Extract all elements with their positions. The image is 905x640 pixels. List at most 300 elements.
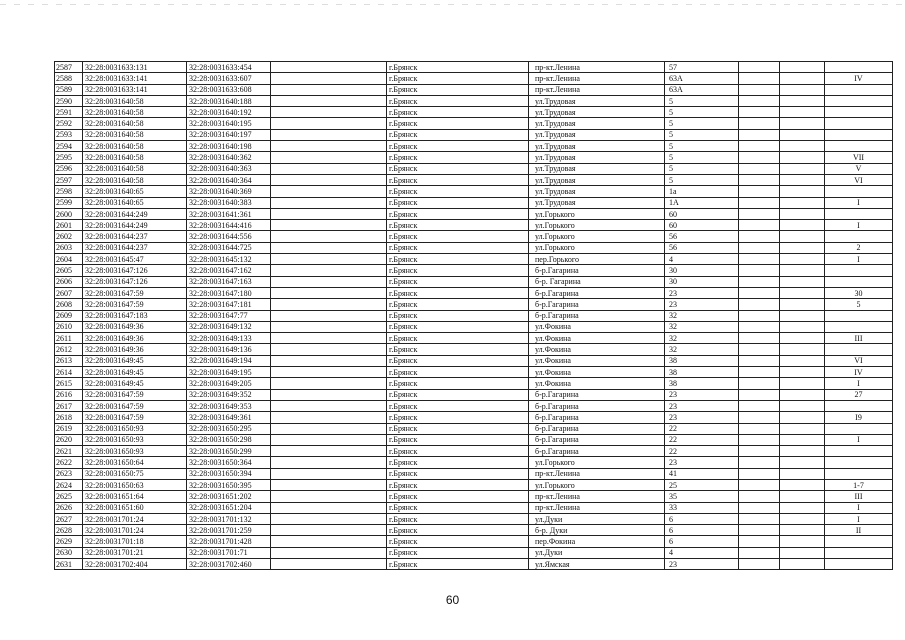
premises-number-cell	[825, 95, 893, 106]
city-cell: г.Брянск	[387, 547, 529, 558]
cadastral-block-cell: 32:28:0031651:64	[83, 491, 187, 502]
empty-cell	[780, 536, 825, 547]
premises-number-cell: I	[825, 502, 893, 513]
cadastral-number-cell: 32:28:0031644:556	[187, 231, 271, 242]
house-number-cell: 5	[665, 107, 739, 118]
empty-cell	[780, 287, 825, 298]
cadastral-block-cell: 32:28:0031647:59	[83, 287, 187, 298]
cadastral-block-cell: 32:28:0031640:58	[83, 163, 187, 174]
premises-number-cell	[825, 321, 893, 332]
empty-cell	[739, 118, 780, 129]
table-row	[55, 412, 893, 423]
cadastral-number-cell: 32:28:0031650:394	[187, 468, 271, 479]
premises-number-cell	[825, 468, 893, 479]
empty-cell	[739, 491, 780, 502]
empty-cell	[780, 412, 825, 423]
house-number-cell: 6	[665, 513, 739, 524]
empty-cell	[780, 400, 825, 411]
premises-number-cell	[825, 457, 893, 468]
cadastral-number-cell: 32:28:0031633:454	[187, 62, 271, 73]
cadastral-number-cell: 32:28:0031649:352	[187, 389, 271, 400]
table-row	[55, 174, 893, 185]
empty-cell	[780, 129, 825, 140]
empty-cell	[271, 536, 387, 547]
table-row	[55, 513, 893, 524]
empty-cell	[739, 355, 780, 366]
street-cell: ул.Фокина	[529, 333, 665, 344]
street-cell: ул.Дуки	[529, 513, 665, 524]
house-number-cell: 60	[665, 208, 739, 219]
row-number-cell: 2598	[55, 186, 83, 197]
empty-cell	[271, 118, 387, 129]
house-number-cell: 5	[665, 152, 739, 163]
premises-number-cell	[825, 208, 893, 219]
street-cell: ул.Трудовая	[529, 163, 665, 174]
city-cell: г.Брянск	[387, 333, 529, 344]
table-row	[55, 84, 893, 95]
cadastral-block-cell: 32:28:0031702:404	[83, 559, 187, 570]
city-cell: г.Брянск	[387, 208, 529, 219]
cadastral-number-cell: 32:28:0031651:204	[187, 502, 271, 513]
empty-cell	[780, 107, 825, 118]
city-cell: г.Брянск	[387, 344, 529, 355]
city-cell: г.Брянск	[387, 423, 529, 434]
empty-cell	[739, 513, 780, 524]
premises-number-cell: III	[825, 491, 893, 502]
premises-number-cell: I	[825, 197, 893, 208]
house-number-cell: 5	[665, 141, 739, 152]
row-number-cell: 2603	[55, 242, 83, 253]
empty-cell	[271, 265, 387, 276]
street-cell: ул.Дуки	[529, 547, 665, 558]
row-number-cell: 2587	[55, 62, 83, 73]
empty-cell	[780, 321, 825, 332]
empty-cell	[739, 276, 780, 287]
cadastral-block-cell: 32:28:0031640:58	[83, 174, 187, 185]
table-row	[55, 197, 893, 208]
row-number-cell: 2589	[55, 84, 83, 95]
street-cell: ул.Ямская	[529, 559, 665, 570]
street-cell: ул.Трудовая	[529, 95, 665, 106]
empty-cell	[271, 73, 387, 84]
empty-cell	[739, 344, 780, 355]
city-cell: г.Брянск	[387, 174, 529, 185]
street-cell: ул.Горького	[529, 457, 665, 468]
row-number-cell: 2610	[55, 321, 83, 332]
street-cell: пер.Фокина	[529, 536, 665, 547]
table-row	[55, 525, 893, 536]
city-cell: г.Брянск	[387, 457, 529, 468]
row-number-cell: 2627	[55, 513, 83, 524]
table-row	[55, 457, 893, 468]
house-number-cell: 6	[665, 536, 739, 547]
premises-number-cell: 1-7	[825, 479, 893, 490]
city-cell: г.Брянск	[387, 276, 529, 287]
empty-cell	[271, 333, 387, 344]
empty-cell	[271, 502, 387, 513]
empty-cell	[780, 423, 825, 434]
table-row	[55, 95, 893, 106]
house-number-cell: 57	[665, 62, 739, 73]
table-row	[55, 547, 893, 558]
cadastral-number-cell: 32:28:0031649:205	[187, 378, 271, 389]
empty-cell	[780, 344, 825, 355]
row-number-cell: 2619	[55, 423, 83, 434]
table-row	[55, 129, 893, 140]
empty-cell	[739, 525, 780, 536]
empty-cell	[271, 242, 387, 253]
empty-cell	[739, 197, 780, 208]
city-cell: г.Брянск	[387, 299, 529, 310]
cadastral-block-cell: 32:28:0031633:141	[83, 84, 187, 95]
empty-cell	[271, 389, 387, 400]
city-cell: г.Брянск	[387, 400, 529, 411]
house-number-cell: 32	[665, 344, 739, 355]
street-cell: ул.Трудовая	[529, 141, 665, 152]
row-number-cell: 2618	[55, 412, 83, 423]
row-number-cell: 2609	[55, 310, 83, 321]
house-number-cell: 56	[665, 231, 739, 242]
empty-cell	[739, 547, 780, 558]
cadastral-block-cell: 32:28:0031650:63	[83, 479, 187, 490]
city-cell: г.Брянск	[387, 287, 529, 298]
empty-cell	[271, 344, 387, 355]
table-row	[55, 344, 893, 355]
house-number-cell: 60	[665, 220, 739, 231]
empty-cell	[271, 525, 387, 536]
empty-cell	[271, 84, 387, 95]
cadastral-number-cell: 32:28:0031640:192	[187, 107, 271, 118]
table-row	[55, 208, 893, 219]
premises-number-cell	[825, 118, 893, 129]
empty-cell	[271, 174, 387, 185]
premises-number-cell: 30	[825, 287, 893, 298]
cadastral-number-cell: 32:28:0031640:362	[187, 152, 271, 163]
city-cell: г.Брянск	[387, 62, 529, 73]
premises-number-cell	[825, 310, 893, 321]
street-cell: пр-кт.Ленина	[529, 491, 665, 502]
city-cell: г.Брянск	[387, 118, 529, 129]
premises-number-cell	[825, 231, 893, 242]
table-row	[55, 287, 893, 298]
house-number-cell: 38	[665, 355, 739, 366]
row-number-cell: 2595	[55, 152, 83, 163]
cadastral-block-cell: 32:28:0031640:58	[83, 152, 187, 163]
empty-cell	[271, 231, 387, 242]
row-number-cell: 2624	[55, 479, 83, 490]
empty-cell	[780, 62, 825, 73]
street-cell: пр-кт.Ленина	[529, 502, 665, 513]
street-cell: б-р.Гагарина	[529, 423, 665, 434]
empty-cell	[271, 513, 387, 524]
row-number-cell: 2597	[55, 174, 83, 185]
row-number-cell: 2614	[55, 367, 83, 378]
premises-number-cell: I	[825, 434, 893, 445]
table-row	[55, 333, 893, 344]
cadastral-block-cell: 32:28:0031650:93	[83, 434, 187, 445]
street-cell: ул.Горького	[529, 231, 665, 242]
street-cell: пр-кт.Ленина	[529, 84, 665, 95]
table-row	[55, 310, 893, 321]
house-number-cell: 25	[665, 479, 739, 490]
premises-number-cell: 27	[825, 389, 893, 400]
table-row	[55, 254, 893, 265]
table-row	[55, 400, 893, 411]
premises-number-cell	[825, 265, 893, 276]
cadastral-number-cell: 32:28:0031649:194	[187, 355, 271, 366]
house-number-cell: 5	[665, 118, 739, 129]
empty-cell	[780, 378, 825, 389]
empty-cell	[739, 163, 780, 174]
empty-cell	[780, 152, 825, 163]
house-number-cell: 23	[665, 389, 739, 400]
row-number-cell: 2606	[55, 276, 83, 287]
row-number-cell: 2612	[55, 344, 83, 355]
house-number-cell: 22	[665, 446, 739, 457]
row-number-cell: 2625	[55, 491, 83, 502]
empty-cell	[271, 457, 387, 468]
street-cell: ул.Трудовая	[529, 197, 665, 208]
street-cell: ул.Горького	[529, 242, 665, 253]
cadastral-block-cell: 32:28:0031649:36	[83, 344, 187, 355]
table-row	[55, 231, 893, 242]
empty-cell	[271, 547, 387, 558]
empty-cell	[271, 479, 387, 490]
house-number-cell: 23	[665, 400, 739, 411]
cadastral-block-cell: 32:28:0031640:58	[83, 141, 187, 152]
cadastral-block-cell: 32:28:0031647:126	[83, 276, 187, 287]
empty-cell	[780, 367, 825, 378]
empty-cell	[739, 242, 780, 253]
premises-number-cell: VI	[825, 355, 893, 366]
empty-cell	[271, 287, 387, 298]
premises-number-cell	[825, 129, 893, 140]
street-cell: б-р. Гагарина	[529, 276, 665, 287]
house-number-cell: 5	[665, 174, 739, 185]
empty-cell	[780, 446, 825, 457]
cadastral-number-cell: 32:28:0031640:383	[187, 197, 271, 208]
cadastral-number-cell: 32:28:0031702:460	[187, 559, 271, 570]
row-number-cell: 2617	[55, 400, 83, 411]
house-number-cell: 63А	[665, 84, 739, 95]
empty-cell	[271, 186, 387, 197]
empty-cell	[271, 468, 387, 479]
row-number-cell: 2605	[55, 265, 83, 276]
empty-cell	[271, 355, 387, 366]
premises-number-cell: I9	[825, 412, 893, 423]
street-cell: б-р.Гагарина	[529, 287, 665, 298]
cadastral-number-cell: 32:28:0031645:132	[187, 254, 271, 265]
street-cell: ул.Фокина	[529, 355, 665, 366]
table-row	[55, 446, 893, 457]
premises-number-cell: I	[825, 220, 893, 231]
row-number-cell: 2629	[55, 536, 83, 547]
house-number-cell: 56	[665, 242, 739, 253]
premises-number-cell	[825, 62, 893, 73]
house-number-cell: 63А	[665, 73, 739, 84]
empty-cell	[780, 547, 825, 558]
empty-cell	[271, 129, 387, 140]
table-row	[55, 152, 893, 163]
table-row	[55, 559, 893, 570]
empty-cell	[780, 73, 825, 84]
empty-cell	[780, 186, 825, 197]
cadastral-block-cell: 32:28:0031645:47	[83, 254, 187, 265]
cadastral-number-cell: 32:28:0031701:132	[187, 513, 271, 524]
house-number-cell: 1А	[665, 197, 739, 208]
cadastral-block-cell: 32:28:0031649:36	[83, 321, 187, 332]
house-number-cell: 33	[665, 502, 739, 513]
street-cell: ул.Фокина	[529, 378, 665, 389]
empty-cell	[739, 446, 780, 457]
empty-cell	[271, 276, 387, 287]
table-row	[55, 118, 893, 129]
city-cell: г.Брянск	[387, 152, 529, 163]
empty-cell	[271, 400, 387, 411]
row-number-cell: 2631	[55, 559, 83, 570]
street-cell: ул.Трудовая	[529, 174, 665, 185]
empty-cell	[739, 84, 780, 95]
empty-cell	[271, 141, 387, 152]
cadastral-number-cell: 32:28:0031701:71	[187, 547, 271, 558]
city-cell: г.Брянск	[387, 265, 529, 276]
empty-cell	[780, 276, 825, 287]
row-number-cell: 2588	[55, 73, 83, 84]
table-row	[55, 423, 893, 434]
row-number-cell: 2592	[55, 118, 83, 129]
cadastral-block-cell: 32:28:0031650:93	[83, 423, 187, 434]
street-cell: б-р.Гагарина	[529, 412, 665, 423]
row-number-cell: 2601	[55, 220, 83, 231]
cadastral-number-cell: 32:28:0031640:363	[187, 163, 271, 174]
street-cell: ул.Трудовая	[529, 186, 665, 197]
table-row	[55, 434, 893, 445]
city-cell: г.Брянск	[387, 434, 529, 445]
empty-cell	[780, 220, 825, 231]
premises-number-cell	[825, 186, 893, 197]
street-cell: пр-кт.Ленина	[529, 73, 665, 84]
empty-cell	[780, 174, 825, 185]
row-number-cell: 2599	[55, 197, 83, 208]
table-row	[55, 502, 893, 513]
street-cell: ул.Фокина	[529, 321, 665, 332]
cadastral-block-cell: 32:28:0031650:75	[83, 468, 187, 479]
cadastral-block-cell: 32:28:0031644:249	[83, 208, 187, 219]
empty-cell	[739, 310, 780, 321]
row-number-cell: 2596	[55, 163, 83, 174]
empty-cell	[271, 412, 387, 423]
table-row	[55, 491, 893, 502]
premises-number-cell: I	[825, 254, 893, 265]
city-cell: г.Брянск	[387, 310, 529, 321]
cadastral-number-cell: 32:28:0031649:133	[187, 333, 271, 344]
cadastral-block-cell: 32:28:0031651:60	[83, 502, 187, 513]
house-number-cell: 6	[665, 525, 739, 536]
empty-cell	[271, 220, 387, 231]
street-cell: пр-кт.Ленина	[529, 62, 665, 73]
cadastral-block-cell: 32:28:0031647:59	[83, 412, 187, 423]
table-row	[55, 141, 893, 152]
cadastral-block-cell: 32:28:0031633:131	[83, 62, 187, 73]
premises-number-cell: IV	[825, 367, 893, 378]
city-cell: г.Брянск	[387, 107, 529, 118]
table-row	[55, 220, 893, 231]
empty-cell	[739, 367, 780, 378]
empty-cell	[739, 265, 780, 276]
empty-cell	[271, 446, 387, 457]
cadastral-number-cell: 32:28:0031650:364	[187, 457, 271, 468]
cadastral-block-cell: 32:28:0031640:65	[83, 186, 187, 197]
cadastral-block-cell: 32:28:0031647:59	[83, 389, 187, 400]
empty-cell	[271, 152, 387, 163]
house-number-cell: 38	[665, 378, 739, 389]
house-number-cell: 22	[665, 434, 739, 445]
street-cell: б-р.Гагарина	[529, 434, 665, 445]
row-number-cell: 2613	[55, 355, 83, 366]
premises-number-cell: VII	[825, 152, 893, 163]
empty-cell	[271, 423, 387, 434]
table-row	[55, 299, 893, 310]
empty-cell	[271, 208, 387, 219]
cadastral-number-cell: 32:28:0031647:180	[187, 287, 271, 298]
house-number-cell: 22	[665, 423, 739, 434]
city-cell: г.Брянск	[387, 129, 529, 140]
cadastral-block-cell: 32:28:0031644:249	[83, 220, 187, 231]
table-row	[55, 367, 893, 378]
city-cell: г.Брянск	[387, 254, 529, 265]
cadastral-number-cell: 32:28:0031640:369	[187, 186, 271, 197]
row-number-cell: 2607	[55, 287, 83, 298]
house-number-cell: 41	[665, 468, 739, 479]
city-cell: г.Брянск	[387, 84, 529, 95]
empty-cell	[271, 254, 387, 265]
city-cell: г.Брянск	[387, 95, 529, 106]
street-cell: ул.Фокина	[529, 367, 665, 378]
premises-number-cell: III	[825, 333, 893, 344]
house-number-cell: 23	[665, 559, 739, 570]
empty-cell	[780, 333, 825, 344]
row-number-cell: 2600	[55, 208, 83, 219]
empty-cell	[780, 310, 825, 321]
empty-cell	[739, 231, 780, 242]
cadastral-block-cell: 32:28:0031640:58	[83, 95, 187, 106]
cadastral-number-cell: 32:28:0031647:181	[187, 299, 271, 310]
cadastral-block-cell: 32:28:0031650:64	[83, 457, 187, 468]
empty-cell	[739, 559, 780, 570]
premises-number-cell	[825, 107, 893, 118]
house-number-cell: 5	[665, 129, 739, 140]
page-number: 60	[445, 593, 460, 607]
table-row	[55, 265, 893, 276]
premises-number-cell	[825, 141, 893, 152]
empty-cell	[271, 491, 387, 502]
empty-cell	[271, 310, 387, 321]
empty-cell	[780, 468, 825, 479]
cadastral-block-cell: 32:28:0031701:24	[83, 525, 187, 536]
cadastral-block-cell: 32:28:0031701:21	[83, 547, 187, 558]
table-row	[55, 468, 893, 479]
row-number-cell: 2628	[55, 525, 83, 536]
house-number-cell: 5	[665, 163, 739, 174]
empty-cell	[780, 118, 825, 129]
empty-cell	[739, 502, 780, 513]
cadastral-block-cell: 32:28:0031640:58	[83, 118, 187, 129]
empty-cell	[739, 434, 780, 445]
empty-cell	[271, 197, 387, 208]
empty-cell	[780, 513, 825, 524]
empty-cell	[739, 73, 780, 84]
cadastral-number-cell: 32:28:0031650:395	[187, 479, 271, 490]
